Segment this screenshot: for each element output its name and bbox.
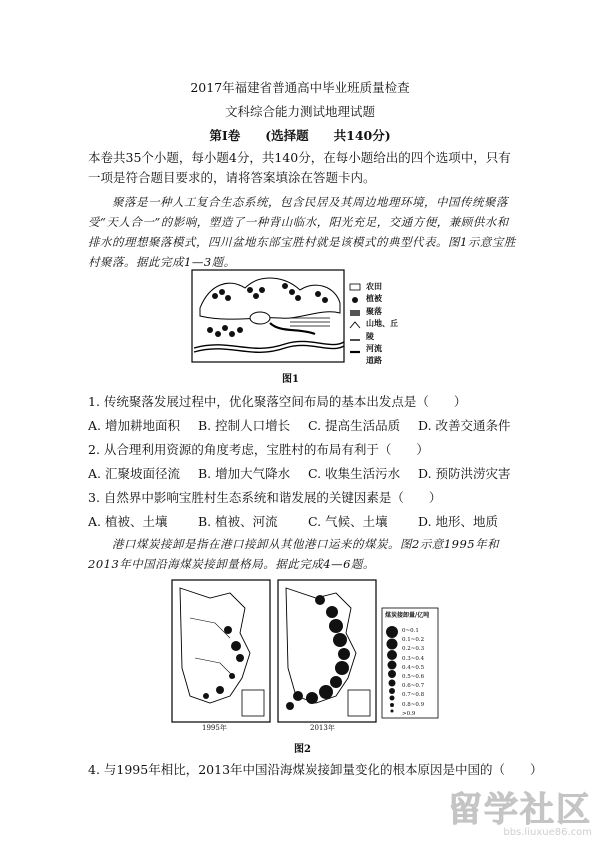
q2-option-a[interactable]: A. 汇聚坡面径流 — [88, 466, 180, 481]
legend-river: 河流 — [366, 343, 382, 354]
q3-option-a[interactable]: A. 植被、土壤 — [88, 514, 168, 529]
q1-option-a[interactable]: A. 增加耕地面积 — [88, 418, 180, 433]
question-3-options — [88, 512, 528, 530]
legend-value: 0.4~0.5 — [402, 664, 425, 671]
figure-1-caption: 图1 — [282, 374, 299, 385]
watermark-url: bbs.liuxue86.com — [503, 827, 592, 838]
exam-title: 2017年福建省普通高中毕业班质量检查 — [190, 80, 410, 95]
legend-value: 0.2~0.3 — [402, 646, 425, 653]
legend-value: 0.1~0.2 — [402, 637, 425, 644]
q2-option-b[interactable]: B. 增加大气降水 — [198, 466, 291, 481]
question-3-stem: 3. 自然界中影响宝胜村生态系统和谐发展的关键因素是（ ） — [88, 490, 442, 505]
q2-option-c[interactable]: C. 收集生活污水 — [308, 466, 401, 481]
q1-option-d[interactable]: D. 改善交通条件 — [418, 418, 511, 433]
legend-hills: 山地、丘陵 — [366, 318, 398, 341]
legend-value: 0.3~0.4 — [402, 655, 425, 662]
legend-value: 0.5~0.6 — [402, 674, 425, 681]
q2-option-d[interactable]: D. 预防洪涝灾害 — [418, 466, 511, 481]
question-4-stem: 4. 与1995年相比，2013年中国沿海煤炭接卸量变化的根本原因是中国的（ ） — [88, 762, 543, 777]
watermark — [448, 782, 592, 838]
question-2-options — [88, 464, 528, 482]
legend-farmland: 农田 — [366, 281, 382, 291]
legend-settlement: 聚落 — [366, 305, 382, 316]
q1-option-b[interactable]: B. 控制人口增长 — [198, 418, 291, 433]
legend-value: 0.6~0.7 — [402, 683, 425, 690]
figure-1-legend — [366, 280, 400, 367]
question-1-stem: 1. 传统聚落发展过程中，优化聚落空间布局的基本出发点是（ ） — [88, 394, 467, 409]
legend-value: 0.7~0.8 — [402, 692, 425, 699]
figure-1-settlement-map — [190, 268, 400, 370]
passage-coal: 港口煤炭接卸是指在港口接卸从其他港口运来的煤炭。图2示意1995年和2013年中国沿海煤炭接卸量格局。据此完成4—6题。 — [88, 537, 500, 571]
map-label-1995: 1995年 — [202, 724, 227, 732]
figure-2-coal-maps — [170, 578, 440, 736]
section-heading: 第Ⅰ卷 (选择题 共140分) — [209, 128, 391, 143]
watermark-logo-text: 留学社区 — [448, 790, 592, 830]
passage-settlement: 聚落是一种人工复合生态系统，包含民居及其周边地理环境，中国传统聚落受“天人合一”的影响，塑造了一种背山临水，阳光充足，交通方便，兼顾供水和排水的理想聚落模式，四川盆地东部宝胜村就是该模式的典型代表。图1示意宝胜村聚落。据此完成1—3题。 — [88, 195, 516, 269]
legend-value: 0~0.1 — [402, 628, 419, 634]
question-1-options — [88, 416, 528, 434]
q3-option-c[interactable]: C. 气候、土壤 — [308, 514, 388, 529]
legend-value: 0.8~0.9 — [402, 701, 425, 708]
map-label-2013: 2013年 — [310, 724, 335, 732]
question-2-stem: 2. 从合理利用资源的角度考虑，宝胜村的布局有利于（ ） — [88, 442, 429, 457]
q3-option-d[interactable]: D. 地形、地质 — [418, 514, 499, 529]
figure-2-legend-title: 煤炭接卸量/亿吨 — [385, 612, 430, 619]
figure-2-legend-values — [402, 627, 424, 719]
q1-option-c[interactable]: C. 提高生活品质 — [308, 418, 401, 433]
legend-road: 道路 — [366, 355, 382, 366]
instructions-paragraph: 本卷共35个小题，每小题4分，共140分，在每小题给出的四个选项中，只有一项是符合题目要求的，请将答案填涂在答题卡内。 — [88, 150, 511, 185]
figure-2-caption: 图2 — [294, 744, 311, 755]
q3-option-b[interactable]: B. 植被、河流 — [198, 514, 278, 529]
legend-vegetation: 植被 — [366, 293, 382, 304]
legend-value: >0.9 — [402, 710, 416, 717]
coal-maps-graphic — [170, 578, 440, 736]
exam-subtitle: 文科综合能力测试地理试题 — [224, 104, 375, 119]
